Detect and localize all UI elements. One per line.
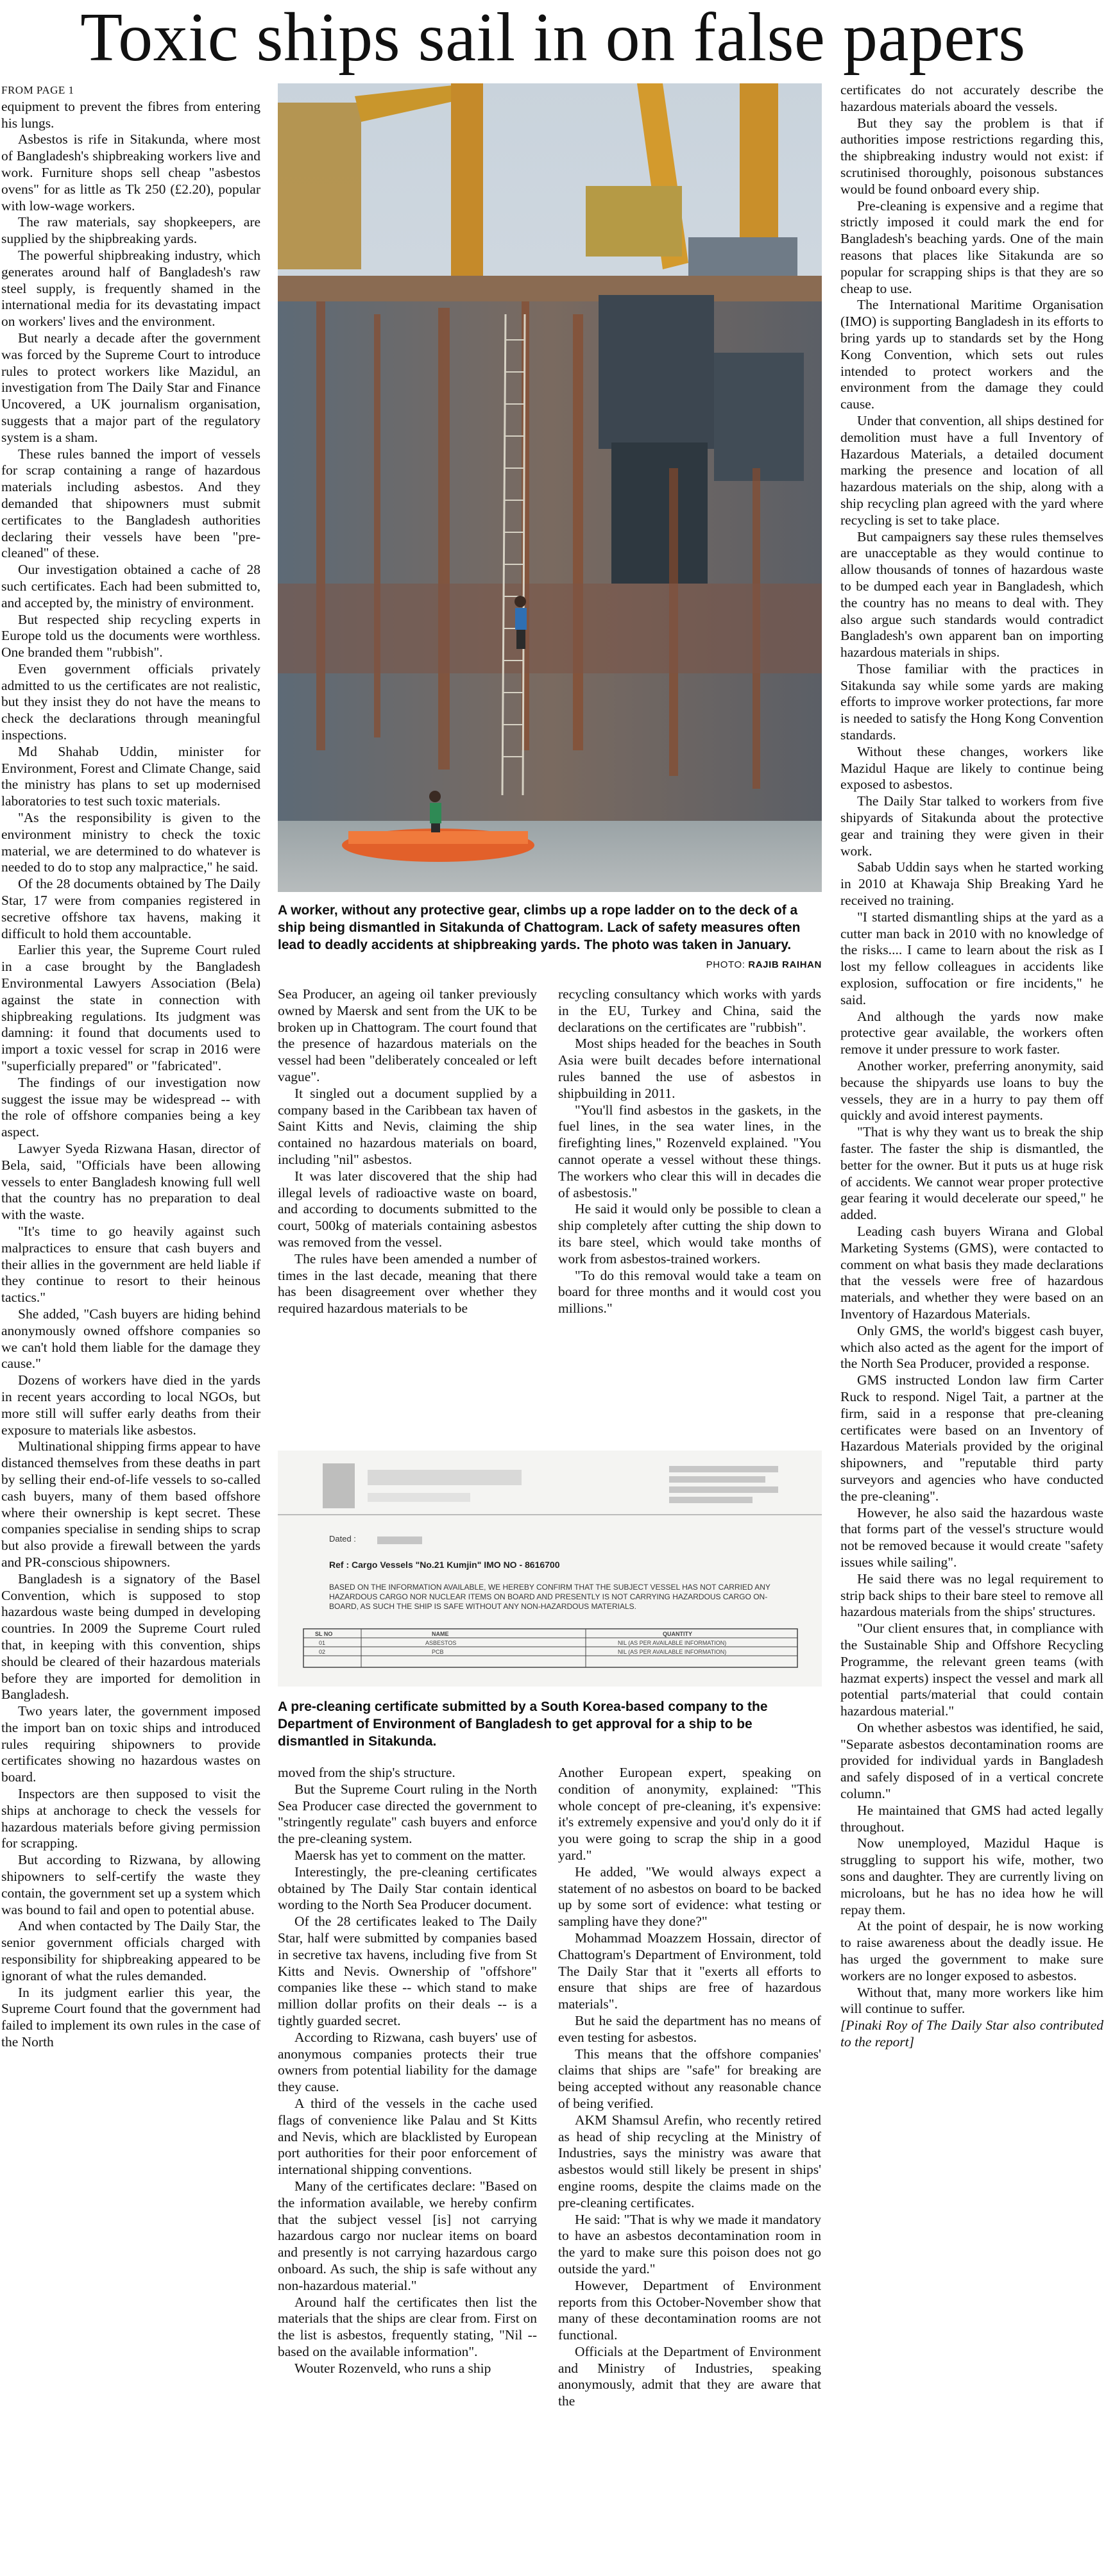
paragraph: Another worker, preferring anonymity, said because the shipyards use loans to buy the vessels, they are in a hurry to pay them off quickly and avoid interest payments. xyxy=(840,1058,1103,1124)
certificate-table xyxy=(303,1629,797,1667)
column-2-bottom-paragraphs xyxy=(278,1765,537,2377)
paragraph: AKM Shamsul Arefin, who recently retired as head of ship recycling at the Ministry of Industries, says the ministry was aware that asbestos would still likely be present in ships' engine rooms, despite the claims made on the pre-cleaning certificates. xyxy=(558,2112,821,2210)
paragraph: Interestingly, the pre-cleaning certificates obtained by The Daily Star contain identical wording to the North Sea Producer document. xyxy=(278,1864,537,1913)
paragraph: She added, "Cash buyers are hiding behind anonymously owned offshore companies so we can't hold them liable for the damage they cause." xyxy=(1,1306,260,1372)
paragraph: Bangladesh is a signatory of the Basel Convention, which is supposed to stop hazardous waste being dumped in developing countries. In 2009 the Supreme Court ruled that, in keeping with this convention, ships should be cleared of their hazardous materials before they are imported for demolition in Bangladesh. xyxy=(1,1570,260,1703)
paragraph: recycling consultancy which works with yards in the EU, Turkey and China, said the declarations on the certificates are "rubbish". xyxy=(558,986,821,1035)
paragraph: Wouter Rozenveld, who runs a ship xyxy=(294,2360,491,2376)
article-column-2-bottom xyxy=(278,1765,537,2574)
certificate-row1-name: ASBESTOS xyxy=(425,1640,457,1646)
paragraph: Leading cash buyers Wirana and Global Marketing Systems (GMS), were contacted to comment on what basis they made declarations that the vessels were free of hazardous materials, and whether they were based on an Inventory of Hazardous Materials. xyxy=(840,1223,1103,1322)
paragraph: equipment to prevent the fibres from entering his lungs. xyxy=(1,98,260,131)
column-3-bottom-paragraphs xyxy=(558,1765,821,2410)
paragraph: Pre-cleaning is expensive and a regime that strictly imposed it could mark the end for Bangladesh's beaching yards. One of the main reasons that places like Sitakunda are so popular for scrapping ships is that they are so cheap to use. xyxy=(840,198,1103,296)
certificate-body: BASED ON THE INFORMATION AVAILABLE, WE HEREBY CONFIRM THAT THE SUBJECT VESSEL HAS NOT CARRIED ANY HAZARDOUS CARGO NOR NUCLEAR ITEMS ON BOARD AND PRESENTLY IS NOT CARRYING HAZARDOUS CARGO ON-BOARD, AS SUCH THE SHIP IS SAFE WITHOUT ANY NON-HAZARDOUS MATERIALS. xyxy=(329,1583,770,1611)
paragraph: "It's time to go heavily against such malpractices to ensure that cash buyers and their allies in the government are held liable if they continue to resort to their heinous tactics." xyxy=(1,1223,260,1306)
paragraph: He added, "We would always expect a statement of no asbestos on board to be backed up by some sort of evidence: what testing or sampling have they done?" xyxy=(558,1864,821,1930)
paragraph: Inspectors are then supposed to visit the ships at anchorage to check the vessels for hazardous materials before giving permission for scrapping. xyxy=(1,1786,260,1851)
paragraph: And when contacted by The Daily Star, the senior government officials charged with responsibility for shipbreaking appeared to be ignorant of what the rules demanded. xyxy=(1,1918,260,1983)
paragraph: But according to Rizwana, by allowing shipowners to self-certify the waste they contain, the government set up a system which was bound to fail and open to potential abuse. xyxy=(1,1852,260,1917)
paragraph: But respected ship recycling experts in Europe told us the documents were worthless. One branded them "rubbish". xyxy=(1,611,260,661)
paragraph: He maintained that GMS had acted legally throughout. xyxy=(840,1802,1103,1835)
paragraph: And although the yards now make protective gear available, the workers often remove it under pressure to work faster. xyxy=(840,1008,1103,1057)
paragraph: Only GMS, the world's biggest cash buyer, which also acted as the agent for the import of the North Sea Producer, provided a response. xyxy=(840,1322,1103,1372)
paragraph: But he said the department has no means of even testing for asbestos. xyxy=(558,2012,821,2045)
column-4-paragraphs xyxy=(840,82,1103,2017)
paragraph: "That is why they want us to break the ship faster. The faster the ship is dismantled, the better for the owner. But it puts us at huge risk of accidents. We cannot wear proper protective gear fearing it would decelerate our speed," he added. xyxy=(840,1124,1103,1223)
article-column-3-top xyxy=(558,986,821,1435)
column-1-paragraphs xyxy=(1,99,260,2051)
paragraph: Of the 28 documents obtained by The Daily Star, 17 were from companies registered in secretive offshore tax havens, making it difficult to hold them accountable. xyxy=(1,876,260,941)
paragraph: Dozens of workers have died in the yards in recent years according to local NGOs, but more still will suffer early deaths from their exposure to materials like asbestos. xyxy=(1,1372,260,1438)
paragraph: The rules have been amended a number of times in the last decade, meaning that there has been disagreement over whether they required hazardous materials to be xyxy=(278,1250,537,1317)
certificate-col-name: NAME xyxy=(432,1631,449,1637)
column-3-top-paragraphs xyxy=(558,986,821,1317)
paragraph: The raw materials, say shopkeepers, are supplied by the shipbreaking yards. xyxy=(1,214,260,247)
paragraph: But they say the problem is that if authorities impose restrictions regarding this, the shipbreaking industry would not exist: if scrutinised thoroughly, poisonous substances would be found onboard every ship. xyxy=(840,115,1103,197)
photo-credit xyxy=(706,956,822,973)
paragraph: Md Shahab Uddin, minister for Environment, Forest and Climate Change, said the ministry has plans to set up modernised laboratories to test such toxic materials. xyxy=(1,743,260,809)
from-page-label: FROM PAGE 1 xyxy=(1,84,74,96)
ship-photo xyxy=(278,83,822,892)
certificate-dated: Dated : xyxy=(329,1534,356,1544)
paragraph: GMS instructed London law firm Carter Ruck to respond. Nigel Tait, a partner at the firm, said in a response that pre-cleaning certificates were based on an Inventory of Hazardous Materials provided by the original shipowners, and "reputable third party surveyors and agencies who have conducted the pre-cleaning". xyxy=(840,1372,1103,1504)
ship-hull-illustration xyxy=(278,83,822,892)
paragraph: Our investigation obtained a cache of 28 such certificates. Each had been submitted to, and accepted by, the ministry of environment. xyxy=(1,562,260,610)
paragraph: But the Supreme Court ruling in the North Sea Producer case directed the government to "stringently regulate" cash buyers and enforce the pre-cleaning system. xyxy=(278,1781,537,1847)
paragraph: Sea Producer, an ageing oil tanker previously owned by Maersk and sent from the UK to be broken up in Chattogram. The court found that the presence of hazardous materials on the vessel had been "deliberately concealed or left vague". xyxy=(278,986,537,1084)
paragraph: The International Maritime Organisation (IMO) is supporting Bangladesh in its efforts to bring yards up to standards set by the Hong Kong Convention, which sets out rules intended to protect workers and the environment from the damage they could cause. xyxy=(840,297,1103,412)
paragraph: certificates do not accurately describe the hazardous materials aboard the vessels. xyxy=(840,82,1103,114)
paragraph: Officials at the Department of Environment and Ministry of Industries, speaking anonymously, admit that they are aware that the xyxy=(558,2343,821,2409)
paragraph: "As the responsibility is given to the environment ministry to check the toxic material, we are determined to do whatever is needed to do to stop any malpractice," he said. xyxy=(1,810,260,875)
paragraph: Under that convention, all ships destined for demolition must have a full Inventory of Hazardous Materials, a detailed document marking the presence and location of all hazardous materials on the ship, along with a ship recycling plan agreed with the yard where recycling is set to take place. xyxy=(840,412,1103,528)
paragraph: However, Department of Environment reports from this October-November show that many of these decontamination rooms are not functional. xyxy=(558,2277,821,2343)
certificate-photo xyxy=(278,1451,822,1687)
paragraph: Without these changes, workers like Mazidul Haque are likely to continue being exposed to asbestos. xyxy=(840,743,1103,793)
paragraph: He said there was no legal requirement to strip back ships to their bare steel to remove all hazardous materials from the ships' structures. xyxy=(840,1570,1103,1620)
paragraph: Lawyer Syeda Rizwana Hasan, director of Bela, said, "Officials have been allowing vessels to enter Bangladesh knowing full well that the country has no preparation to deal with the waste. xyxy=(1,1141,260,1223)
paragraph: Now unemployed, Mazidul Haque is struggling to support his wife, mother, two sons and daughter. They are currently living on microloans, but he has no idea how he will repay them. xyxy=(840,1835,1103,1917)
paragraph: "I started dismantling ships at the yard as a cutter man back in 2010 with no knowledge of the risks.... I came to learn about the risk as I lost my fellow colleagues in accidents like explosion, suffocation or fire incidents," he said. xyxy=(840,909,1103,1007)
paragraph: He said: "That is why we made it mandatory to have an asbestos decontamination room in the yard to make sure this poison does not go outside the yard." xyxy=(558,2211,821,2277)
certificate-col-no: SL NO xyxy=(315,1631,333,1637)
paragraph: Around half the certificates then list the materials that the ships are clear from. First on the list is asbestos, frequently stating, "Nil -- based on the available information". xyxy=(278,2294,537,2359)
paragraph: Maersk has yet to comment on the matter. xyxy=(294,1847,526,1863)
paragraph: However, he also said the hazardous waste that forms part of the vessel's structure would not be removed because it would create "safety issues while sailing". xyxy=(840,1504,1103,1570)
paragraph: "You'll find asbestos in the gaskets, in the fuel lines, in the sea water lines, in the firefighting lines," Rozenveld explained. "You cannot operate a vessel without these things. The workers who clear this will in decades die of asbestosis." xyxy=(558,1102,821,1200)
paragraph: Asbestos is rife in Sitakunda, where most of Bangladesh's shipbreaking workers live and work. Furniture shops sell cheap "asbestos ovens" for as little as Tk 250 (£2.20), popular with low-wage workers. xyxy=(1,131,260,214)
byline: [Pinaki Roy of The Daily Star also contributed to the report] xyxy=(840,2017,1103,2050)
article-column-3-bottom xyxy=(558,1765,821,2574)
paragraph: But nearly a decade after the government was forced by the Supreme Court to introduce rules to protect workers like Mazidul, an investigation from The Daily Star and Finance Uncovered, a UK journalism organisation, suggests that a major part of the regulatory system is a sham. xyxy=(1,330,260,445)
paragraph: "To do this removal would take a team on board for three months and it would cost you millions." xyxy=(558,1267,821,1317)
paragraph: Even government officials privately admitted to us the certificates are not realistic, but they insist they do not have the means to check the declarations through meaningful inspections. xyxy=(1,661,260,743)
certificate-row1-no: 01 xyxy=(319,1640,326,1646)
paragraph: Mohammad Moazzem Hossain, director of Chattogram's Department of Environment, told The Daily Star that it "exerts all efforts to ensure that ships are free of hazardous materials". xyxy=(558,1930,821,2012)
paragraph: It was later discovered that the ship had illegal levels of radioactive waste on board, and according to documents submitted to the court, 500kg of materials containing asbestos was removed from the vessel. xyxy=(278,1168,537,1250)
paragraph: But campaigners say these rules themselves are unacceptable as they would continue to allow thousands of tonnes of hazardous waste to be dumped each year in Bangladesh, which the country has no means to deal with. They also argue such standards would contradict Bangladesh's own apparent ban on importing hazardous materials in ships. xyxy=(840,528,1103,661)
photo-credit-label: PHOTO: xyxy=(706,959,745,970)
ship-photo-caption-text: A worker, without any protective gear, climbs up a rope ladder on to the deck of a ship being dismantled in Sitakunda of Chattogram. Lack of safety measures often lead to deadly accidents at shipbreaking yards. The photo was taken in January. xyxy=(278,903,801,952)
paragraph: Many of the certificates declare: "Based on the information available, we hereby confirm that the subject vessel [is] not carrying hazardous cargo nor nuclear items on board and presently is not carrying hazardous cargo onboard. As such, the ship is safe without any non-hazardous material." xyxy=(278,2178,537,2293)
article-column-2-top xyxy=(278,986,537,1422)
paragraph: It singled out a document supplied by a company based in the Caribbean tax haven of Saint Kitts and Nevis, claiming the ship contained no hazardous materials on board, including "nil" asbestos. xyxy=(278,1085,537,1167)
certificate-row2-name: PCB xyxy=(432,1649,444,1655)
paragraph: According to Rizwana, cash buyers' use of anonymous companies protects their true owners from potential liability for the damage they cause. xyxy=(278,2029,537,2095)
paragraph: These rules banned the import of vessels for scrap containing a range of hazardous materials including asbestos. And they demanded that shipowners must submit certificates to the Bangladesh authorities declaring their vessels have been "pre-cleaned" of these. xyxy=(1,446,260,561)
certificate-caption: A pre-cleaning certificate submitted by a South Korea-based company to the Department of Environment of Bangladesh to get approval for a ship to be dismantled in Sitakunda. xyxy=(278,1699,768,1749)
paragraph: moved from the ship's structure. xyxy=(278,1765,455,1780)
paragraph: At the point of despair, he is now working to raise awareness about the deadly issue. He has urged the government to make sure workers are no longer exposed to asbestos. xyxy=(840,1918,1103,1983)
paragraph: On whether asbestos was identified, he said, "Separate asbestos decontamination rooms are provided for individual yards in Bangladesh and safely disposed of in a vertical concrete column." xyxy=(840,1719,1103,1802)
ship-photo-caption xyxy=(278,902,822,972)
paragraph: "Our client ensures that, in compliance with the Sustainable Ship and Offshore Recycling Programme, the relevant green teams (with hazmat experts) inspect the vessel and mark all potential parts/material that could contain hazardous material." xyxy=(840,1621,1103,1719)
certificate-row1-qty: NIL (AS PER AVAILABLE INFORMATION) xyxy=(618,1640,727,1646)
paragraph: Those familiar with the practices in Sitakunda say while some yards are making efforts to improve worker protections, far more is needed to satisfy the Hong Kong Convention standards. xyxy=(840,661,1103,743)
paragraph: Two years later, the government imposed the import ban on toxic ships and introduced rules requiring shipowners to provide certificates showing no hazardous wastes on board. xyxy=(1,1703,260,1785)
paragraph: A third of the vessels in the cache used flags of convenience like Palau and St Kitts and Nevis, which are blacklisted by European port authorities for their poor enforcement of international shipping conventions. xyxy=(278,2095,537,2178)
paragraph: Most ships headed for the beaches in South Asia were built decades before international rules banned the use of asbestos in shipbuilding in 2011. xyxy=(558,1036,821,1101)
column-2-top-paragraphs xyxy=(278,986,537,1317)
paragraph: Earlier this year, the Supreme Court ruled in a case brought by the Bangladesh Environmental Lawyers Association (Bela) against the state in connection with shipbreaking regulations. Its judgment was damning: it found that documents used to import a toxic vessel for scrap in 2016 were "superficially prepared" or "fabricated". xyxy=(1,942,260,1074)
certificate-row2-no: 02 xyxy=(319,1649,326,1655)
paragraph: The Daily Star talked to workers from five shipyards of Sitakunda about the protective gear and training they were given in their work. xyxy=(840,793,1103,859)
paragraph: In its judgment earlier this year, the Supreme Court found that the government had failed to implement its own rules in the case of the North xyxy=(1,1984,260,2050)
paragraph: Without that, many more workers like him will continue to suffer. xyxy=(840,1984,1103,2017)
paragraph: Of the 28 certificates leaked to The Daily Star, half were submitted by companies based in secretive tax havens, including five from St Kitts and Nevis. Ownership of "offshore" companies like these -- which stand to make million dollar profits on their deals -- is a tightly guarded secret. xyxy=(278,1914,537,2028)
paragraph: Another European expert, speaking on condition of anonymity, explained: "This whole concept of pre-cleaning, it's expensive: it's extremely expensive and you'd only do it if you were going to scrap the ship in a good yard." xyxy=(558,1765,821,1863)
certificate-ref: Ref : Cargo Vessels "No.21 Kumjin" IMO NO - 8616700 xyxy=(329,1560,560,1570)
paragraph: Multinational shipping firms appear to have distanced themselves from these deaths in part by selling their end-of-life vessels to so-called cash buyers, many of them based offshore where their ownership is kept secret. These companies specialise in sending ships to scrap but also provide a firewall between the yards and PR-conscious shipowners. xyxy=(1,1438,260,1570)
paragraph: The findings of our investigation now suggest the issue may be widespread -- with the role of offshore companies being a key aspect. xyxy=(1,1074,260,1140)
headline: Toxic ships sail in on false papers xyxy=(80,0,1026,76)
article-column-4 xyxy=(840,82,1103,2573)
paragraph: Sabab Uddin says when he started working in 2010 at Khawaja Ship Breaking Yard he received no training. xyxy=(840,859,1103,909)
article-column-1 xyxy=(1,82,260,2573)
paragraph: He said it would only be possible to clean a ship completely after cutting the ship down to its bare steel, which would take months of work from asbestos-trained workers. xyxy=(558,1201,821,1267)
certificate-col-qty: QUANTITY xyxy=(663,1631,692,1637)
paragraph: The powerful shipbreaking industry, which generates around half of Bangladesh's raw steel supply, is frequently shamed in the international media for its devastating impact on workers' lives and the environment. xyxy=(1,247,260,330)
certificate-row2-qty: NIL (AS PER AVAILABLE INFORMATION) xyxy=(618,1649,727,1655)
paragraph: This means that the offshore companies' claims that ships are "safe" for breaking are being accepted without any reasonable chance of being verified. xyxy=(558,2046,821,2111)
photo-credit-name: RAJIB RAIHAN xyxy=(748,959,822,970)
